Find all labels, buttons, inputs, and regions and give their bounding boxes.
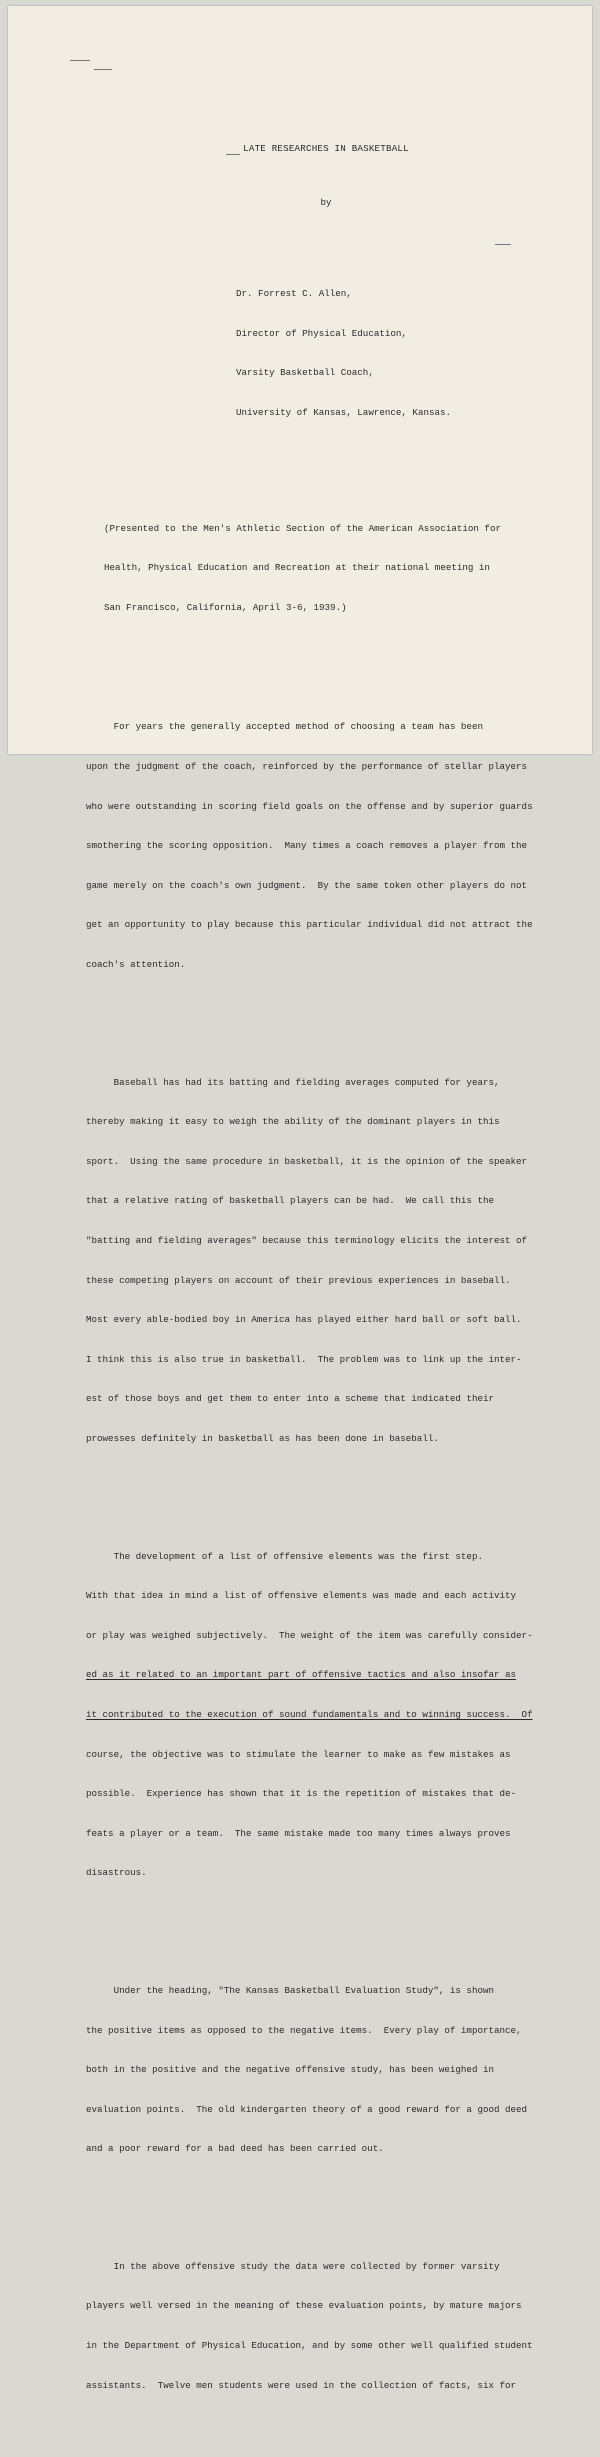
author-address (236, 261, 566, 446)
text-line: Baseball has had its batting and fielding averages computed for years, (86, 1076, 500, 1088)
paragraph-1 (86, 694, 566, 998)
text-line: In the above offensive study the data were collected by former varsity (86, 2260, 500, 2272)
pencil-mark (70, 60, 90, 61)
presentation-line: (Presented to the Men's Athletic Section of the American Association for (104, 522, 501, 534)
underlined-line: it contributed to the execution of sound fundamentals and to winning success. Of (86, 1708, 533, 1720)
text-line: Under the heading, "The Kansas Basketball Evaluation Study", is shown (86, 1984, 494, 1996)
text-line: I think this is also true in basketball. The problem was to link up the inter- (86, 1353, 522, 1365)
text-line: these competing players on account of their previous experiences in baseball. (86, 1274, 511, 1286)
paragraph-3 (86, 1523, 566, 1906)
text-line: who were outstanding in scoring field goals on the offense and by superior guards (86, 800, 533, 812)
text-line: disastrous. (86, 1867, 147, 1879)
presentation-line: San Francisco, California, April 3-6, 1939.) (104, 601, 347, 613)
text-line: assistants. Twelve men students were used in the collection of facts, six for (86, 2379, 517, 2391)
document-page (8, 6, 592, 2391)
text-line: course, the objective was to stimulate the learner to make as few mistakes as (86, 1748, 511, 1760)
text-line: prowesses definitely in basketball as has been done in baseball. (86, 1432, 439, 1444)
text-line: players well versed in the meaning of these evaluation points, by mature majors (86, 2300, 522, 2312)
text-line: the positive items as opposed to the negative items. Every play of importance, (86, 2024, 522, 2036)
text-line: that a relative rating of basketball players can be had. We call this the (86, 1195, 494, 1207)
text-line: sport. Using the same procedure in basketball, it is the opinion of the speaker (86, 1155, 528, 1167)
text-line: smothering the scoring opposition. Many times a coach removes a player from the (86, 840, 528, 852)
text-line: coach's attention. (86, 958, 186, 970)
text-line: For years the generally accepted method of choosing a team has been (86, 721, 483, 733)
paragraph-2 (86, 1049, 566, 1471)
paragraph-4 (86, 1958, 566, 2182)
pencil-mark (94, 69, 112, 70)
address-line: Director of Physical Education, (236, 327, 407, 339)
text-line: get an opportunity to play because this particular individual did not attract the (86, 919, 533, 931)
text-line: evaluation points. The old kindergarten theory of a good reward for a good deed (86, 2103, 528, 2115)
text-line: The development of a list of offensive elements was the first step. (86, 1550, 483, 1562)
byline: by (320, 197, 332, 209)
presentation-line: Health, Physical Education and Recreation at their national meeting in (104, 562, 490, 574)
text-line: feats a player or a team. The same mistake made too many times always proves (86, 1827, 511, 1839)
text-line: With that idea in mind a list of offensive elements was made and each activity (86, 1590, 517, 1602)
address-line: University of Kansas, Lawrence, Kansas. (236, 407, 452, 419)
presentation-note (104, 495, 566, 640)
text-line: game merely on the coach's own judgment. By the same token other players do not (86, 879, 528, 891)
text-line: in the Department of Physical Education, and by some other well qualified student (86, 2340, 533, 2352)
paragraph-5 (86, 2233, 566, 2418)
text-line: and a poor reward for a bad deed has been carried out. (86, 2143, 384, 2155)
text-line: Most every able-bodied boy in America has played either hard ball or soft ball. (86, 1314, 522, 1326)
text-line: thereby making it easy to weigh the ability of the dominant players in this (86, 1116, 500, 1128)
text-line: "batting and fielding averages" because this terminology elicits the interest of (86, 1234, 528, 1246)
underlined-line: ed as it related to an important part of offensive tactics and also insofar as (86, 1669, 517, 1681)
address-line: Varsity Basketball Coach, (236, 367, 374, 379)
text-line: or play was weighed subjectively. The weight of the item was carefully consider- (86, 1629, 533, 1641)
typewritten-text (86, 116, 566, 2457)
text-line: both in the positive and the negative offensive study, has been weighed in (86, 2064, 494, 2076)
text-line: est of those boys and get them to enter into a scheme that indicated their (86, 1393, 494, 1405)
address-line: Dr. Forrest C. Allen, (236, 288, 352, 300)
text-line: upon the judgment of the coach, reinforced by the performance of stellar players (86, 761, 528, 773)
text-line: possible. Experience has shown that it is the repetition of mistakes that de- (86, 1788, 517, 1800)
document-title: LATE RESEARCHES IN BASKETBALL (243, 143, 409, 155)
